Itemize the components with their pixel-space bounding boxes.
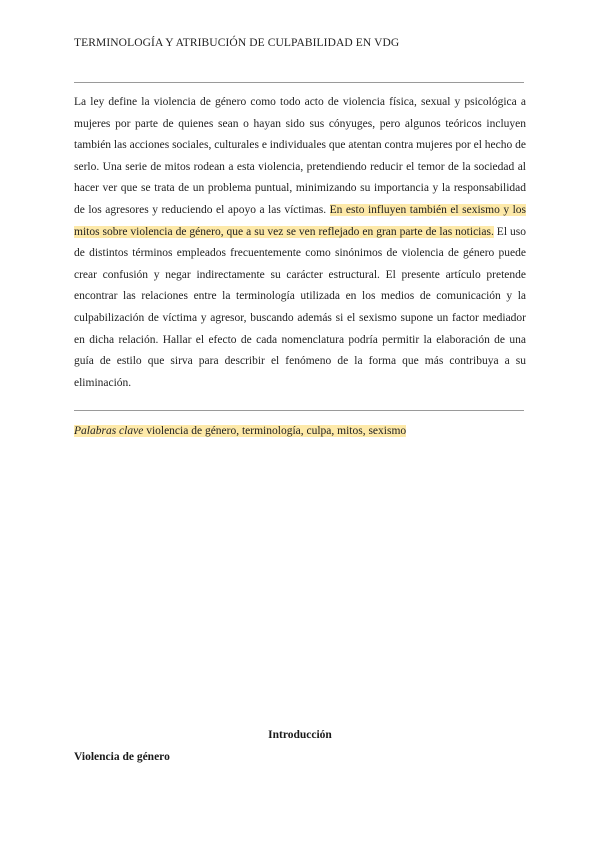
bottom-divider: [74, 410, 524, 411]
keywords-label: Palabras clave: [74, 425, 144, 437]
subsection-heading-gender-violence: Violencia de género: [74, 751, 170, 763]
abstract-paragraph: [74, 92, 526, 394]
keywords-values: violencia de género, terminología, culpa, mitos, sexismo: [143, 425, 407, 437]
keywords-highlight: [74, 425, 406, 437]
abstract-highlighted-text: En esto influyen también el sexismo y los mitos sobre violencia de género, que a su vez se ven reflejado en gran parte de las noticias.: [74, 203, 526, 238]
abstract-text-start: La ley define la violencia de género como todo acto de violencia física, sexual y psicológica a mujeres por parte de quienes sean o hayan sido sus cónyuges, pero algunos teóricos incluyen también las acciones sociales, culturales e individuales que atentan contra mujeres por el hecho de serlo. Una serie de mitos rodean a esta violencia, pretendiendo reducir el temor de la sociedad al hacer ver que se trata de un problema puntual, minimizando su importancia y la responsabilidad de los agresores y reduciendo el apoyo a las víctimas.: [74, 96, 526, 216]
abstract-text-end: El uso de distintos términos empleados frecuentemente como sinónimos de violencia de género puede crear confusión y negar indirectamente su carácter estructural. El presente artículo pretende encontrar las relaciones entre la terminología utilizada en los medios de comunicación y la culpabilización de víctima y agresor, buscando además si el sexismo supone un factor mediador en dicha relación. Hallar el efecto de cada nomenclatura podría permitir la elaboración de una guía de estilo que sirva para describir el fenómeno de la forma que más contribuya a su eliminación.: [74, 225, 526, 389]
top-divider: [74, 82, 524, 83]
keywords-line: [74, 422, 526, 440]
running-header-title: TERMINOLOGÍA Y ATRIBUCIÓN DE CULPABILIDAD EN VDG: [74, 37, 400, 49]
section-heading-introduction: Introducción: [268, 729, 332, 741]
